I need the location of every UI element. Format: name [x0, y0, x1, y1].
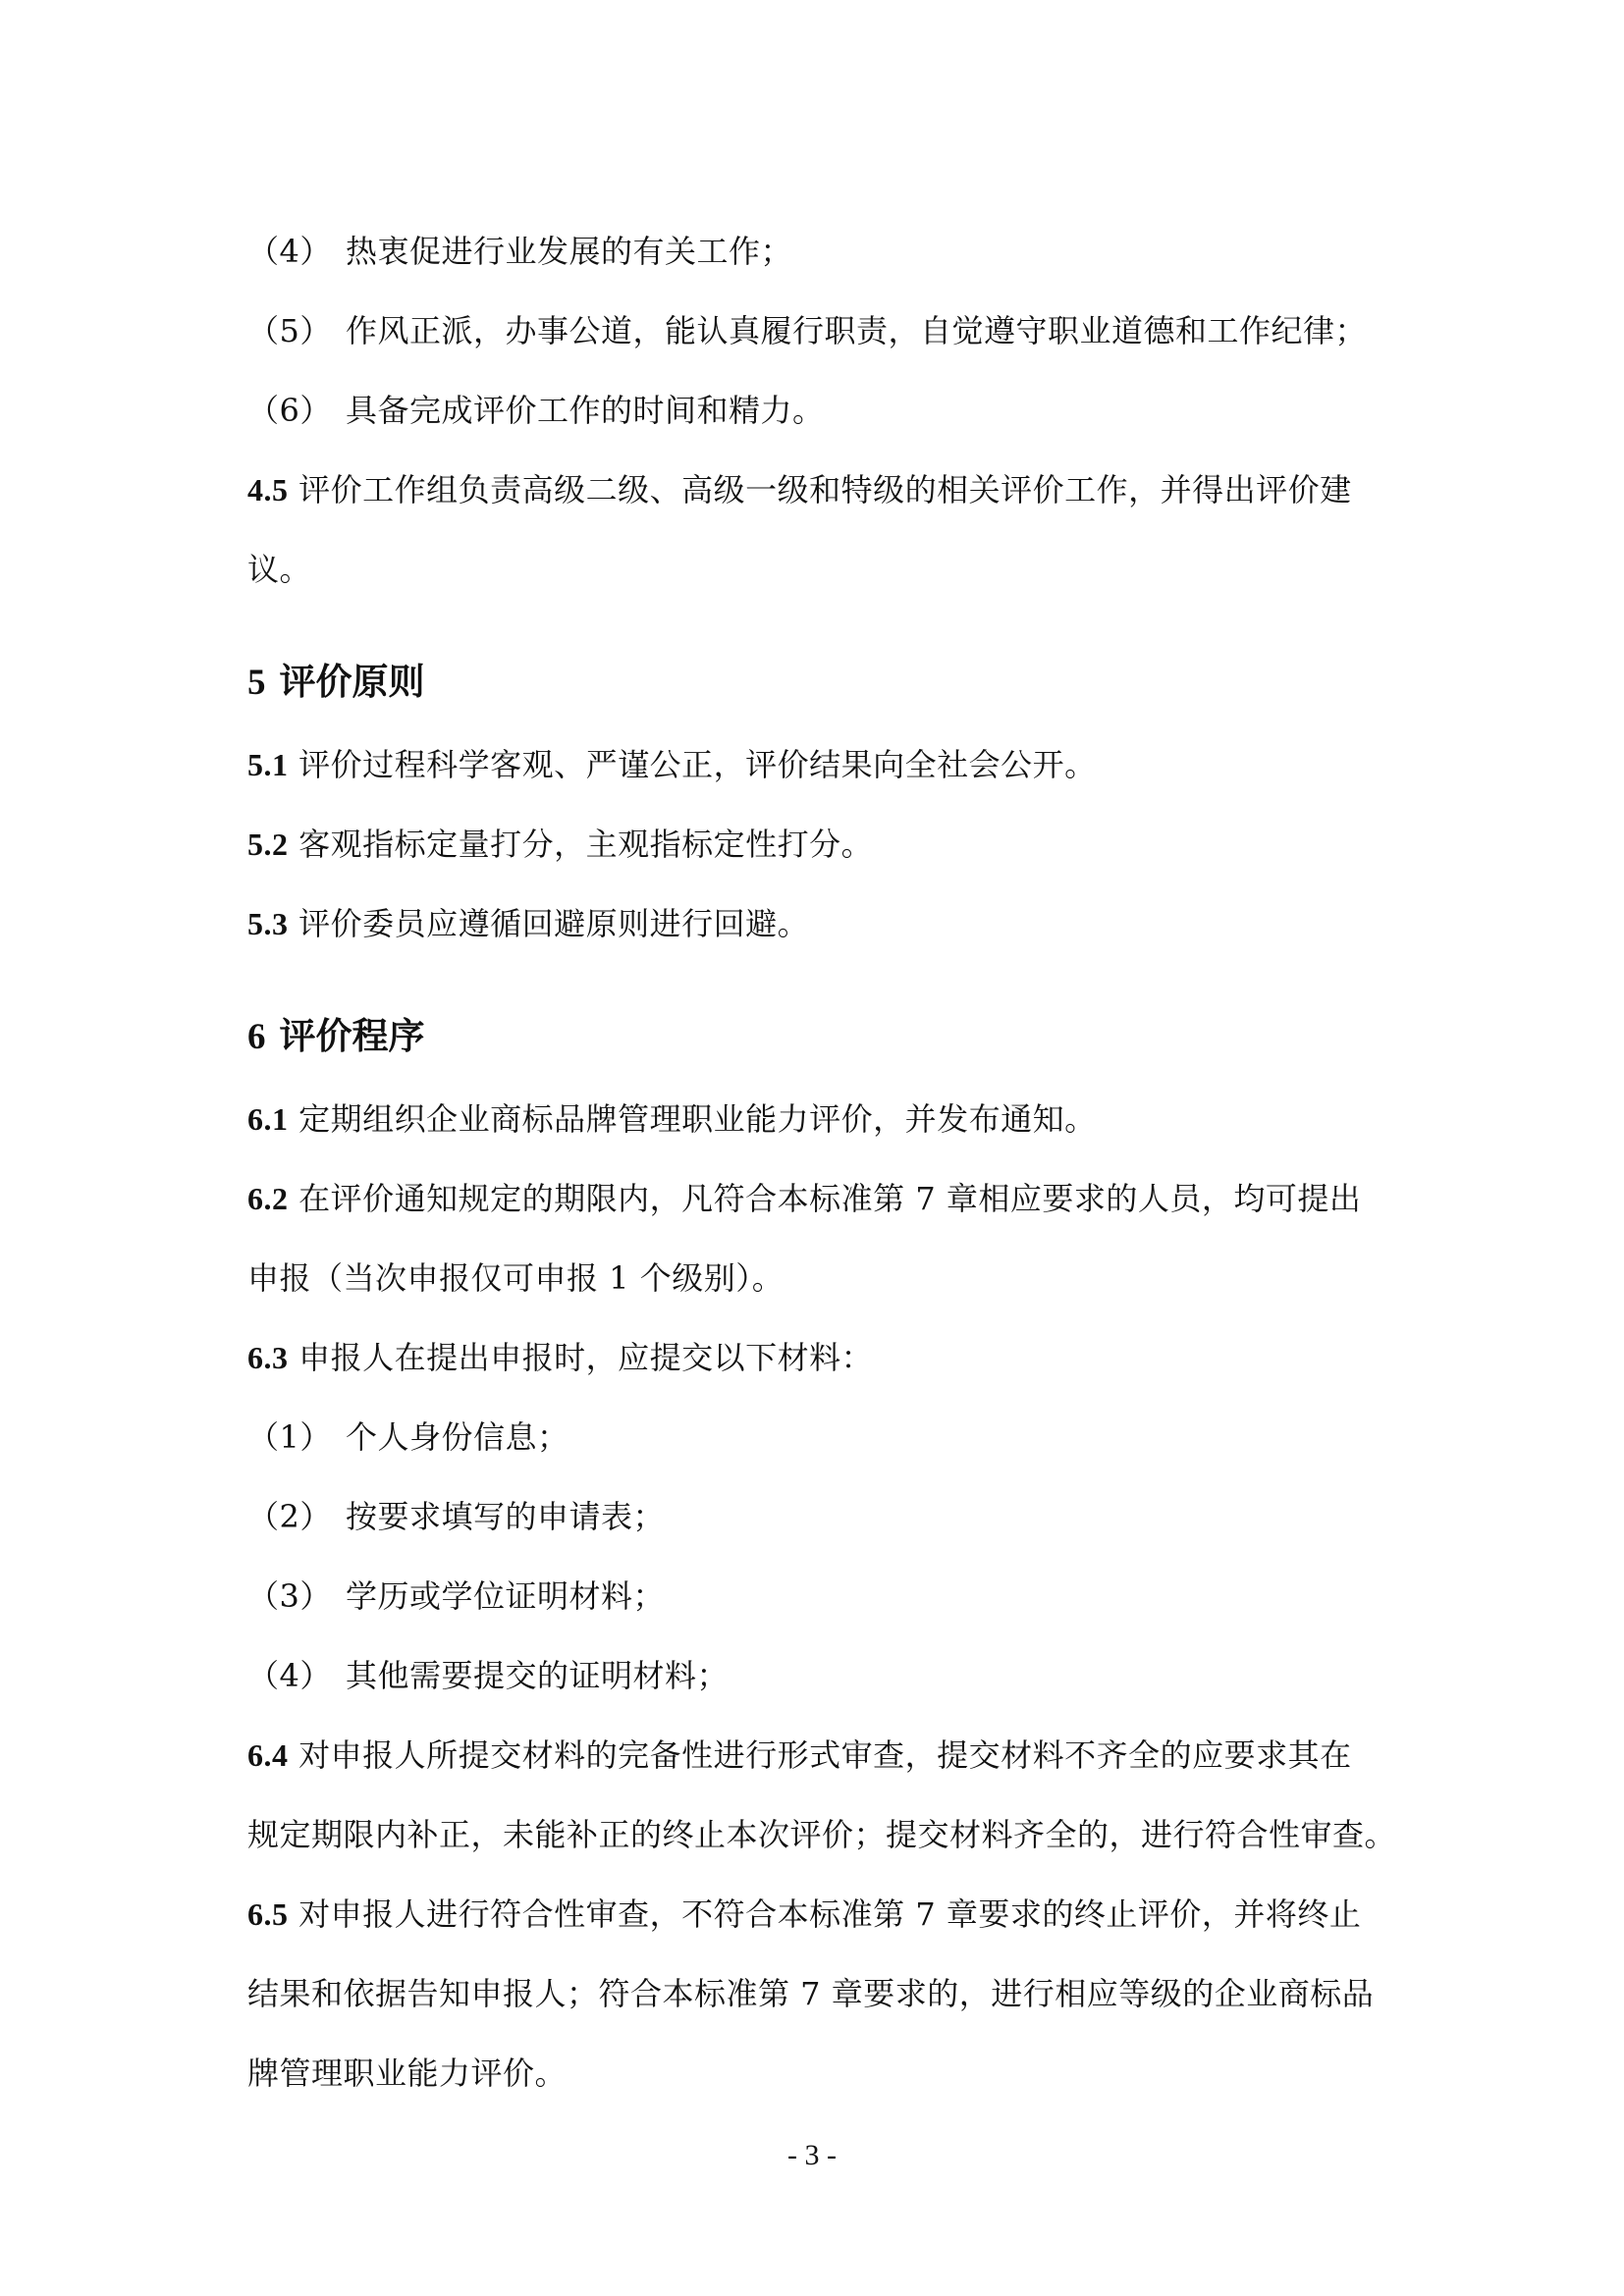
list-item-5 — [247, 311, 1386, 350]
list-item-number: （2） — [247, 1498, 332, 1535]
clause-6-2-continuation — [247, 1258, 1386, 1298]
clause-text: 客观指标定量打分，主观指标定性打分。 — [298, 826, 874, 863]
list-item-number: （6） — [247, 392, 332, 429]
clause-text-line-2: 规定期限内补正，未能补正的终止本次评价；提交材料齐全的，进行符合性审查。 — [247, 1816, 1397, 1853]
list-item-6 — [247, 391, 1386, 430]
clause-6-4 — [247, 1735, 1386, 1775]
clause-number: 5.2 — [247, 827, 289, 862]
list-item-text: 个人身份信息； — [346, 1418, 569, 1456]
page-number: - 3 - — [787, 2139, 837, 2171]
clause-6-5-continuation-2 — [247, 2054, 1386, 2093]
clause-number: 6.1 — [247, 1101, 289, 1137]
section-5-heading — [247, 661, 425, 705]
clause-number: 4.5 — [247, 472, 289, 507]
clause-6-1 — [247, 1099, 1386, 1139]
clause-text: 申报人在提出申报时，应提交以下材料： — [298, 1339, 874, 1376]
clause-number: 6.2 — [247, 1181, 289, 1216]
list-item-number: （5） — [247, 312, 332, 349]
clause-text: 定期组织企业商标品牌管理职业能力评价，并发布通知。 — [298, 1100, 1097, 1138]
list-item-number: （4） — [247, 1657, 332, 1694]
list-item-text: 学历或学位证明材料； — [346, 1577, 666, 1615]
clause-text-line-1: 评价工作组负责高级二级、高级一级和特级的相关评价工作，并得出评价建 — [298, 471, 1352, 508]
section-number: 5 — [247, 663, 266, 703]
clause-text-line-1: 对申报人所提交材料的完备性进行形式审查，提交材料不齐全的应要求其在 — [298, 1736, 1352, 1774]
clause-5-3 — [247, 904, 1386, 943]
list-item-text: 热衷促进行业发展的有关工作； — [346, 233, 793, 270]
clause-text-line-2: 议。 — [247, 551, 312, 588]
list-item-4 — [247, 232, 1386, 271]
clause-4-5 — [247, 470, 1386, 509]
list-item-number: （1） — [247, 1418, 332, 1456]
clause-text-line-2: 申报（当次申报仅可申报 1 个级别）。 — [247, 1259, 785, 1297]
list-item-number: （3） — [247, 1577, 332, 1615]
clause-text: 评价委员应遵循回避原则进行回避。 — [298, 905, 810, 942]
material-item-2 — [247, 1497, 1386, 1536]
clause-number: 6.4 — [247, 1737, 289, 1773]
clause-6-3 — [247, 1338, 1386, 1377]
section-6-heading — [247, 1015, 425, 1059]
clause-text-line-3: 牌管理职业能力评价。 — [247, 2055, 568, 2092]
section-title: 评价原则 — [279, 661, 425, 703]
clause-number: 6.3 — [247, 1340, 289, 1375]
clause-text: 评价过程科学客观、严谨公正，评价结果向全社会公开。 — [298, 746, 1097, 783]
clause-6-4-continuation — [247, 1815, 1397, 1854]
clause-5-1 — [247, 745, 1386, 784]
list-item-text: 其他需要提交的证明材料； — [346, 1657, 730, 1694]
clause-number: 6.5 — [247, 1896, 289, 1932]
list-item-number: （4） — [247, 233, 332, 270]
clause-text-line-1: 在评价通知规定的期限内，凡符合本标准第 7 章相应要求的人员，均可提出 — [298, 1180, 1362, 1217]
list-item-text: 具备完成评价工作的时间和精力。 — [346, 392, 825, 429]
material-item-1 — [247, 1417, 1386, 1457]
clause-5-2 — [247, 825, 1386, 864]
section-title: 评价程序 — [279, 1015, 425, 1057]
list-item-text: 作风正派，办事公道，能认真履行职责，自觉遵守职业道德和工作纪律； — [346, 312, 1368, 349]
clause-number: 5.1 — [247, 747, 289, 782]
section-number: 6 — [247, 1017, 266, 1057]
list-item-text: 按要求填写的申请表； — [346, 1498, 666, 1535]
clause-6-2 — [247, 1179, 1386, 1218]
material-item-4 — [247, 1656, 1386, 1695]
clause-number: 5.3 — [247, 906, 289, 941]
clause-4-5-continuation — [247, 550, 1386, 589]
material-item-3 — [247, 1576, 1386, 1616]
clause-6-5 — [247, 1895, 1386, 1934]
clause-text-line-2: 结果和依据告知申报人；符合本标准第 7 章要求的，进行相应等级的企业商标品 — [247, 1975, 1375, 2012]
clause-text-line-1: 对申报人进行符合性审查，不符合本标准第 7 章要求的终止评价，并将终止 — [298, 1896, 1362, 1933]
clause-6-5-continuation-1 — [247, 1974, 1386, 2013]
